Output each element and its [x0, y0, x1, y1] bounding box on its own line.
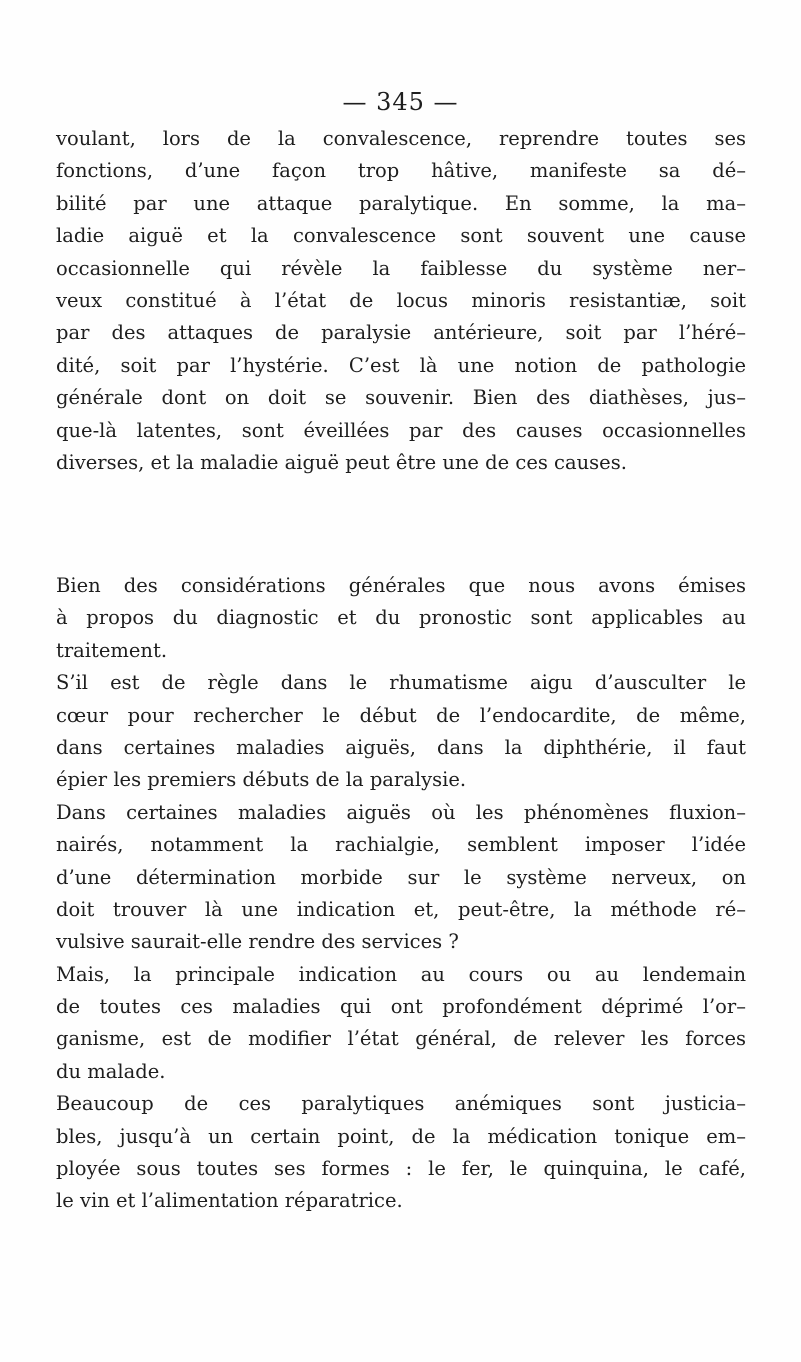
text-line: à propos du diagnostic et du pronostic sont applicables au [56, 606, 746, 630]
page-number: — 345 — [342, 88, 459, 116]
text-line: nairés, notamment la rachialgie, semblent imposer l’idée [56, 833, 746, 857]
text-line: du malade. [56, 1059, 166, 1083]
text-line: de toutes ces maladies qui ont profondément déprimé l’or– [56, 995, 746, 1019]
text-line: dité, soit par l’hystérie. C’est là une notion de pathologie [56, 353, 746, 377]
text-line: bilité par une attaque paralytique. En somme, la ma– [56, 191, 746, 215]
text-line: générale dont on doit se souvenir. Bien des diathèses, jus– [56, 386, 746, 410]
text-line: par des attaques de paralysie antérieure, soit par l’héré– [56, 321, 746, 345]
text-line: diverses, et la maladie aiguë peut être une de ces causes. [56, 450, 627, 474]
text-line: occasionnelle qui révèle la faiblesse du système ner– [56, 256, 746, 280]
text-line: Mais, la principale indication au cours ou au lendemain [56, 962, 746, 986]
text-line: S’il est de règle dans le rhumatisme aigu d’ausculter le [56, 671, 746, 695]
text-line: traitement. [56, 638, 168, 662]
text-line: ladie aiguë et la convalescence sont souvent une cause [56, 224, 746, 248]
text-line: que-là latentes, sont éveillées par des causes occasionnelles [56, 418, 746, 442]
text-line: cœur pour rechercher le début de l’endocardite, de même, [56, 703, 746, 727]
text-line: ganisme, est de modifier l’état général, de relever les forces [56, 1027, 746, 1051]
text-line: bles, jusqu’à un certain point, de la médication tonique em– [56, 1124, 746, 1148]
text-line: doit trouver là une indication et, peut-être, la méthode ré– [56, 897, 746, 921]
text-line: vulsive saurait-elle rendre des services ? [56, 930, 459, 954]
text-line: Bien des considérations générales que nous avons émises [56, 574, 746, 597]
text-line: voulant, lors de la convalescence, reprendre toutes ses [56, 127, 746, 150]
text-line: d’une détermination morbide sur le système nerveux, on [56, 865, 746, 889]
text-line: dans certaines maladies aiguës, dans la diphthérie, il faut [56, 735, 746, 759]
text-line: veux constitué à l’état de locus minoris resistantiæ, soit [56, 288, 746, 312]
paragraph-convalescence [56, 123, 746, 479]
text-line: Dans certaines maladies aiguës où les phénomènes fluxion– [56, 800, 746, 824]
text-line: épier les premiers débuts de la paralysie. [56, 768, 467, 792]
text-line: le vin et l’alimentation réparatrice. [56, 1189, 403, 1213]
text-line: fonctions, d’une façon trop hâtive, manifeste sa dé– [56, 159, 746, 183]
text-line: Beaucoup de ces paralytiques anémiques sont justicia– [56, 1092, 746, 1116]
paragraph-traitement [56, 570, 746, 1218]
text-line: ployée sous toutes ses formes : le fer, le quinquina, le café, [56, 1157, 746, 1181]
